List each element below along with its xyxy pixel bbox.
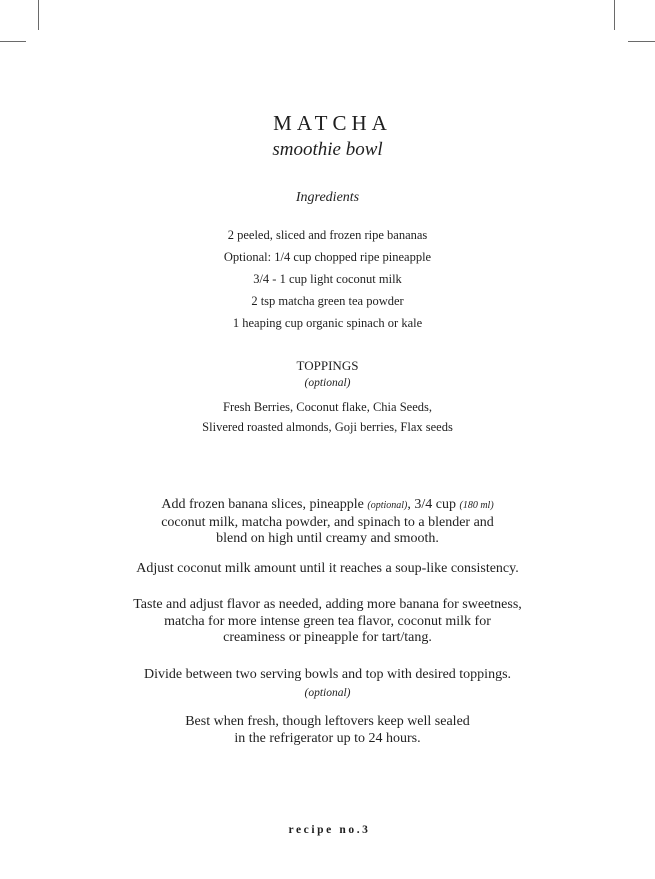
instruction-line: Best when fresh, though leftovers keep well sealed (185, 714, 470, 729)
instruction-line: creaminess or pineapple for tart/tang. (223, 630, 432, 645)
instruction-step-1 (0, 497, 655, 548)
ingredient-item: 2 peeled, sliced and frozen ripe bananas (227, 228, 428, 242)
instruction-step-2 (0, 561, 655, 578)
ingredients-list (0, 224, 655, 334)
crop-mark-top-left-horizontal (0, 41, 26, 42)
ingredient-item: 2 tsp matcha green tea powder (251, 294, 404, 308)
instruction-line: blend on high until creamy and smooth. (216, 531, 439, 546)
toppings-list (0, 397, 655, 437)
instruction-text: , 3/4 cup (407, 497, 460, 512)
toppings-line: Slivered roasted almonds, Goji berries, Flax seeds (202, 420, 453, 434)
instruction-line: in the refrigerator up to 24 hours. (234, 730, 421, 746)
instruction-text: Add frozen banana slices, pineapple (161, 497, 368, 512)
optional-note: (optional) (367, 500, 408, 511)
instruction-line: Taste and adjust flavor as needed, adding more banana for sweetness, (133, 597, 522, 612)
ingredients-heading: Ingredients (295, 190, 360, 205)
instruction-step-4 (0, 667, 655, 684)
crop-mark-top-right-vertical (614, 0, 615, 30)
instruction-step-5 (0, 714, 655, 747)
toppings-optional-note: (optional) (304, 377, 351, 389)
recipe-title: MATCHA (273, 111, 392, 135)
crop-mark-top-right-horizontal (628, 41, 655, 42)
step-4-optional-note: (optional) (304, 687, 351, 699)
crop-mark-top-left-vertical (38, 0, 39, 30)
toppings-line: Fresh Berries, Coconut flake, Chia Seeds, (223, 400, 432, 414)
ingredient-item: Optional: 1/4 cup chopped ripe pineapple (223, 250, 432, 264)
instruction-line (0, 497, 655, 515)
instruction-line: Adjust coconut milk amount until it reaches a soup-like consistency. (136, 561, 519, 576)
metric-note: (180 ml) (459, 500, 494, 511)
recipe-number-footer: recipe no.3 (288, 824, 371, 836)
instruction-line: matcha for more intense green tea flavor, coconut milk for (164, 613, 491, 629)
toppings-heading: TOPPINGS (296, 358, 359, 373)
instruction-line: coconut milk, matcha powder, and spinach to a blender and (161, 514, 494, 530)
ingredient-item: 3/4 - 1 cup light coconut milk (253, 272, 402, 286)
instruction-step-3 (0, 597, 655, 647)
instruction-line: Divide between two serving bowls and top with desired toppings. (143, 667, 512, 682)
recipe-subtitle: smoothie bowl (272, 139, 383, 160)
ingredient-item: 1 heaping cup organic spinach or kale (232, 316, 423, 330)
